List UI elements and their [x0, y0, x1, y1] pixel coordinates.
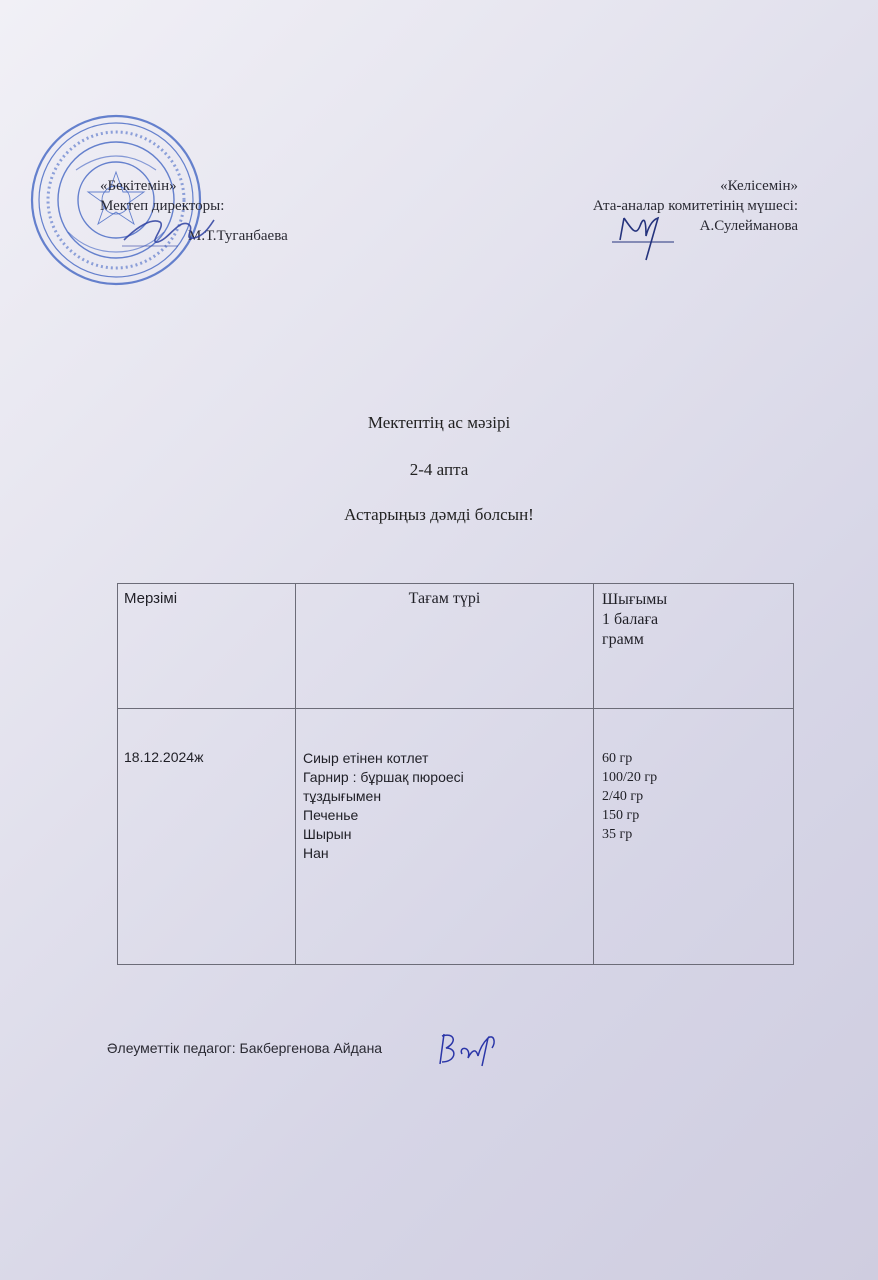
row-yields: [594, 709, 794, 965]
approval-heading: «Бекітемін»: [100, 178, 177, 194]
dish-item: Шырын: [303, 826, 352, 842]
header-yield-line: 1 балаға: [602, 611, 659, 628]
yield-item: 60 гр: [602, 751, 633, 766]
approval-role: Ата-аналар комитетінің мүшесі:: [592, 198, 798, 214]
header-yield-line: Шығымы: [602, 591, 668, 608]
row-dishes: [296, 709, 594, 965]
director-signature: [118, 206, 218, 252]
header-dish: Тағам түрі: [296, 584, 594, 709]
approval-name: А.Сулейманова: [699, 218, 798, 234]
approval-name: М.Т.Туганбаева: [188, 228, 288, 244]
row-date: 18.12.2024ж: [118, 709, 296, 965]
table-header-row: [118, 584, 794, 709]
pedagogue-signature: [432, 1028, 500, 1070]
dish-item: тұздығымен: [303, 788, 382, 804]
menu-table: [117, 583, 794, 965]
header-yield: [594, 584, 794, 709]
approval-role: Мектеп директоры:: [100, 198, 225, 214]
social-pedagogue-line: Әлеуметтік педагог: Бакбергенова Айдана: [107, 1040, 383, 1056]
dish-item: Сиыр етінен котлет: [303, 750, 429, 766]
week-label: 2-4 апта: [409, 460, 469, 479]
yield-item: 100/20 гр: [602, 770, 658, 785]
yield-item: 150 гр: [602, 808, 640, 823]
dish-item: Печенье: [303, 807, 359, 823]
yield-item: 35 гр: [602, 827, 633, 842]
dish-item: Гарнир : бұршақ пюроесі: [303, 769, 464, 785]
committee-signature: [610, 206, 676, 264]
header-date: Мерзімі: [118, 584, 296, 709]
yield-item: 2/40 гр: [602, 789, 644, 804]
header-yield-line: грамм: [602, 631, 644, 648]
dish-item: Нан: [303, 845, 329, 861]
table-row: [118, 709, 794, 965]
approval-heading: «Келісемін»: [720, 178, 798, 194]
menu-title: Мектептің ас мәзірі: [367, 413, 511, 432]
bon-appetit: Астарыңыз дәмді болсын!: [344, 505, 534, 524]
